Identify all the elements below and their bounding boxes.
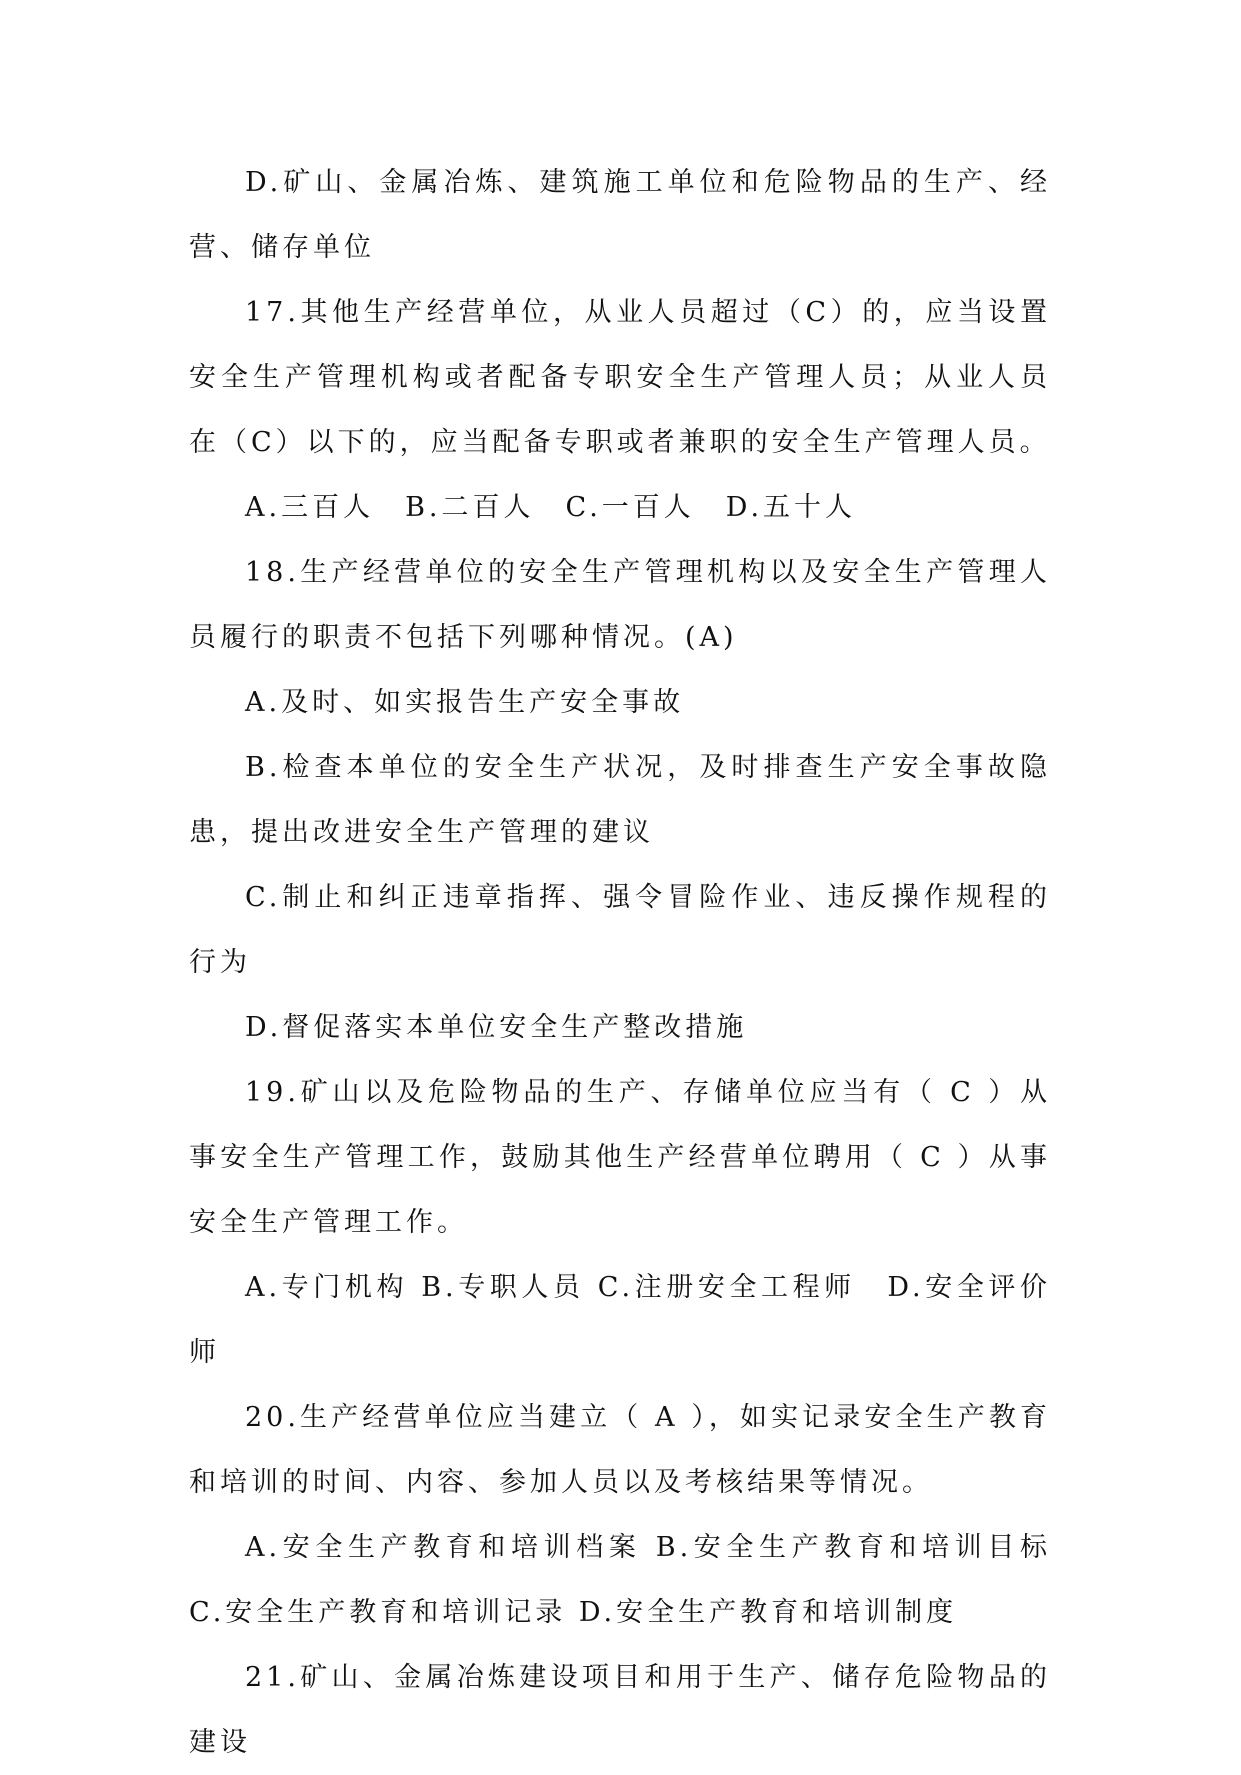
question-17: 17.其他生产经营单位，从业人员超过（C）的，应当设置安全生产管理机构或者配备专职安全生产管理人员；从业人员在（C）以下的，应当配备专职或者兼职的安全生产管理人员。 bbox=[189, 297, 1051, 458]
question-20: 20.生产经营单位应当建立（ A ），如实记录安全生产教育和培训的时间、内容、参加人员以及考核结果等情况。 bbox=[189, 1402, 1051, 1498]
document-body bbox=[189, 150, 1051, 1775]
option-d-q18: D.督促落实本单位安全生产整改措施 bbox=[245, 1012, 748, 1043]
option-a-q18: A.及时、如实报告生产安全事故 bbox=[245, 687, 685, 718]
option-d-q16: D.矿山、金属冶炼、建筑施工单位和危险物品的生产、经营、储存单位 bbox=[189, 167, 1051, 263]
options-q19: A.专门机构 B.专职人员 C.注册安全工程师 D.安全评价师 bbox=[189, 1272, 1051, 1368]
options-q20: A.安全生产教育和培训档案 B.安全生产教育和培训目标 C.安全生产教育和培训记录 D.安全生产教育和培训制度 bbox=[189, 1532, 1051, 1628]
question-19: 19.矿山以及危险物品的生产、存储单位应当有（ C ）从事安全生产管理工作，鼓励其他生产经营单位聘用（ C ）从事安全生产管理工作。 bbox=[189, 1077, 1051, 1238]
option-c-q18: C.制止和纠正违章指挥、强令冒险作业、违反操作规程的行为 bbox=[189, 882, 1051, 978]
option-b-q18: B.检查本单位的安全生产状况，及时排查生产安全事故隐患，提出改进安全生产管理的建议 bbox=[189, 752, 1051, 848]
options-q17: A.三百人 B.二百人 C.一百人 D.五十人 bbox=[245, 492, 857, 523]
question-18: 18.生产经营单位的安全生产管理机构以及安全生产管理人员履行的职责不包括下列哪种情况。(A) bbox=[189, 557, 1051, 653]
question-21: 21.矿山、金属冶炼建设项目和用于生产、储存危险物品的建设 bbox=[189, 1662, 1051, 1758]
